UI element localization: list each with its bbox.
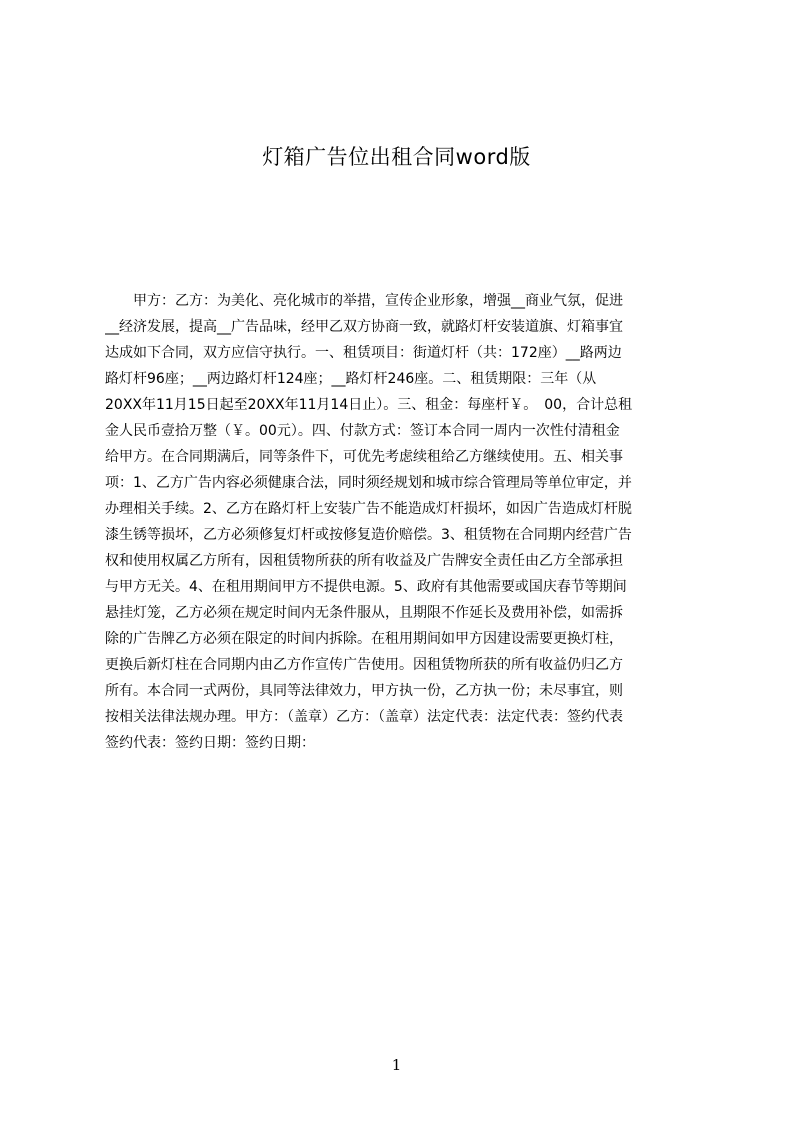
body-line: 权和使用权属乙方所有，因租赁物所获的所有收益及广告牌安全责任由乙方全部承担 xyxy=(105,553,623,569)
body-line: 签约代表：签约日期：签约日期： xyxy=(105,735,315,751)
body-line: 金人民币壹拾万整（￥。00元）。四、付款方式：签订本合同一周内一次性付清租金 xyxy=(105,423,620,439)
body-line: 更换后新灯柱在合同期内由乙方作宣传广告使用。因租赁物所获的所有收益仍归乙方 xyxy=(105,657,623,673)
body-line: 与甲方无关。4、在租用期间甲方不提供电源。5、政府有其他需要或国庆春节等期间 xyxy=(105,579,627,595)
body-line: 路灯杆96座；__两边路灯杆124座；__路灯杆246座。二、租赁期限：三年（从 xyxy=(105,371,597,387)
body-line: __经济发展，提高__广告品味，经甲乙双方协商一致，就路灯杆安装道旗、灯箱事宜 xyxy=(105,319,623,335)
contract-body xyxy=(105,288,699,776)
page-number: 1 xyxy=(391,1056,402,1074)
body-line: 20XX年11月15日起至20XX年11月14日止）。三、租金：每座杆￥。 00，合计总租 xyxy=(105,397,633,413)
body-line: 给甲方。在合同期满后，同等条件下，可优先考虑续租给乙方继续使用。五、相关事 xyxy=(105,449,623,465)
body-line: 漆生锈等损坏，乙方必须修复灯杆或按修复造价赔偿。3、租赁物在合同期内经营广告 xyxy=(105,527,632,543)
body-line: 甲方：乙方：为美化、亮化城市的举措，宣传企业形象，增强__商业气氛，促进 xyxy=(105,293,623,309)
body-line: 所有。本合同一式两份，具同等法律效力，甲方执一份，乙方执一份；未尽事宜，则 xyxy=(105,683,623,699)
body-line: 项：1、乙方广告内容必须健康合法，同时须经规划和城市综合管理局等单位审定，并 xyxy=(105,475,632,491)
body-line: 达成如下合同，双方应信守执行。一、租赁项目：街道灯杆（共：172座）__路两边 xyxy=(105,345,622,361)
body-line: 悬挂灯笼，乙方必须在规定时间内无条件服从，且期限不作延长及费用补偿，如需拆 xyxy=(105,605,623,621)
body-line: 除的广告牌乙方必须在限定的时间内拆除。在租用期间如甲方因建设需要更换灯柱， xyxy=(105,631,623,647)
document-title: 灯箱广告位出租合同word版 xyxy=(262,145,531,169)
body-line: 办理相关手续。2、乙方在路灯杆上安装广告不能造成灯杆损坏，如因广告造成灯杆脱 xyxy=(105,501,632,517)
body-line: 按相关法律法规办理。甲方：（盖章）乙方：（盖章）法定代表：法定代表：签约代表 xyxy=(105,709,623,725)
